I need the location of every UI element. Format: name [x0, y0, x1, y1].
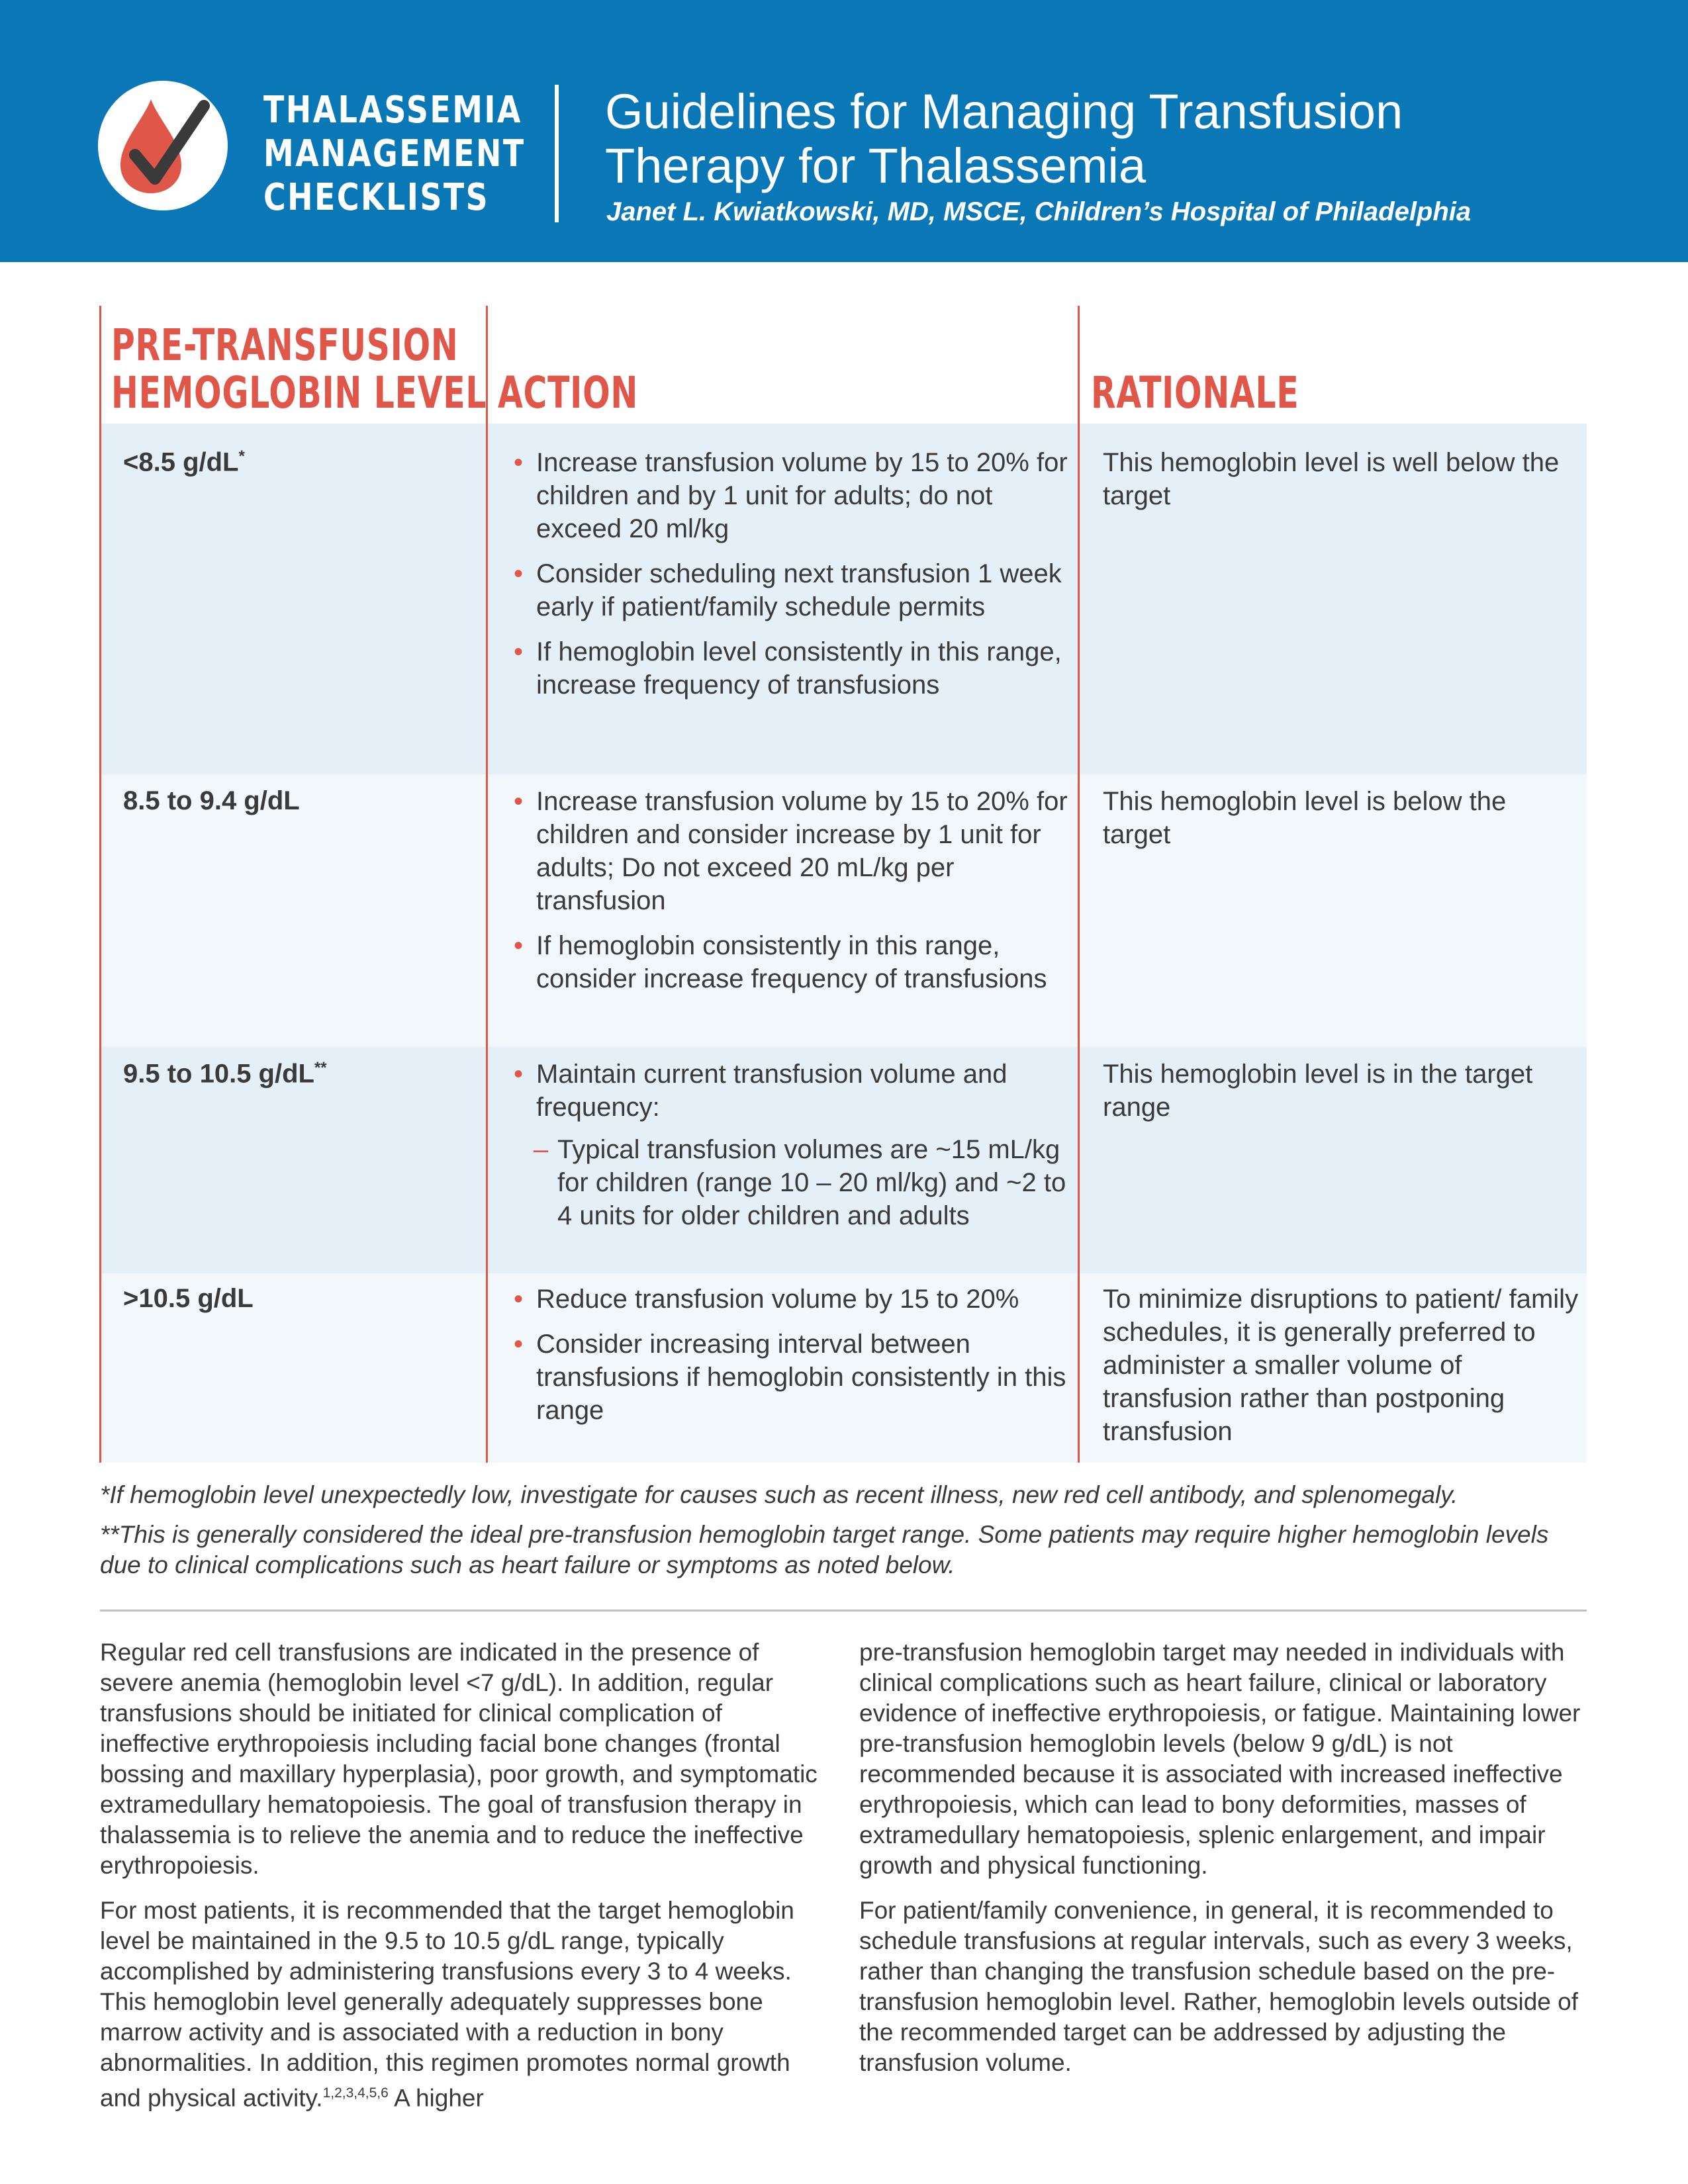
brand-line: THALASSEMIA	[263, 89, 522, 132]
title-line: Guidelines for Managing Transfusion	[605, 84, 1403, 139]
bullet-icon: •	[514, 1330, 524, 1359]
action-item	[510, 557, 1072, 623]
author-line: Janet L. Kwiatkowski, MD, MSCE, Children’s Hospital of Philadelphia	[606, 197, 1472, 226]
action-list	[510, 785, 1072, 1007]
header-divider	[555, 85, 559, 222]
sub-action-text: Typical transfusion volumes are ~15 mL/kg for children (range 10 – 20 ml/kg) and ~2 to 4 units for older children and adults	[557, 1135, 1066, 1230]
paragraph-text: A higher	[388, 2084, 484, 2112]
paragraph-text: For most patients, it is recommended that the target hemoglobin level be maintained in the 9.5 to 10.5 g/dL range, typically accomplished by administering transfusions every 3 to 4 weeks. This hemoglobin level generally adequately suppresses bone marrow activity and is associated with a reduction in bony abnormalities. In addition, this regimen promotes normal growth and physical activity.	[100, 1897, 794, 2112]
column-header-level	[111, 322, 487, 417]
hemoglobin-level	[123, 1284, 254, 1314]
action-text: Maintain current transfusion volume and frequency:	[536, 1060, 1008, 1122]
body-paragraph	[100, 1895, 828, 2113]
bullet-icon: •	[514, 448, 524, 477]
brand-line: MANAGEMENT	[263, 132, 526, 175]
bullet-icon: •	[514, 559, 524, 588]
hemoglobin-level	[123, 1059, 327, 1089]
action-text: Increase transfusion volume by 15 to 20% for children and consider increase by 1 unit for adults; Do not exceed 20 mL/kg per transfusion	[536, 787, 1068, 915]
body-column-left	[100, 1637, 828, 2128]
action-text: Consider increasing interval between transfusions if hemoglobin consistently in this range	[536, 1330, 1066, 1425]
column-header-action: ACTION	[498, 367, 638, 418]
footnote: *If hemoglobin level unexpectedly low, investigate for causes such as recent illness, new red cell antibody, and splenomegaly.	[100, 1481, 1458, 1508]
column-divider	[1078, 306, 1080, 1463]
brand-line: CHECKLISTS	[263, 176, 490, 219]
level-value: 9.5 to 10.5 g/dL	[123, 1059, 314, 1089]
action-item	[510, 785, 1072, 917]
rationale-text: This hemoglobin level is in the target range	[1103, 1060, 1533, 1122]
header-line: HEMOGLOBIN LEVEL	[111, 367, 487, 418]
action-item	[510, 1328, 1072, 1427]
page-title	[605, 85, 1403, 193]
brand-name	[263, 89, 526, 220]
level-value: 8.5 to 9.4 g/dL	[123, 786, 300, 815]
rationale-text: This hemoglobin level is below the target	[1103, 787, 1507, 849]
action-text: If hemoglobin consistently in this range, consider increase frequency of transfusions	[536, 931, 1047, 993]
logo	[98, 81, 228, 210]
footnote-marker: *	[238, 447, 245, 465]
action-item	[510, 1283, 1072, 1316]
bullet-icon: •	[514, 1060, 524, 1089]
action-text: Increase transfusion volume by 15 to 20% for children and by 1 unit for adults; do not exceed 20 ml/kg	[536, 448, 1068, 543]
reference-marker: 1,2,3,4,5,6	[322, 2085, 389, 2101]
bullet-icon: •	[514, 637, 524, 666]
footnote-marker: **	[314, 1059, 327, 1077]
sub-action-item	[510, 1133, 1072, 1232]
section-divider	[100, 1610, 1587, 1612]
rationale-text: To minimize disruptions to patient/ family schedules, it is generally preferred to administer a smaller volume of transfusion rather than postponing transfusion	[1103, 1285, 1579, 1446]
bullet-icon: •	[514, 931, 524, 960]
header-line: PRE-TRANSFUSION	[111, 320, 459, 371]
action-text: Reduce transfusion volume by 15 to 20%	[536, 1285, 1019, 1314]
hemoglobin-level	[123, 447, 245, 477]
title-line: Therapy for Thalassemia	[605, 138, 1147, 193]
bullet-icon: •	[514, 1285, 524, 1314]
column-divider	[486, 306, 488, 1463]
action-list	[510, 1058, 1072, 1244]
action-item	[510, 1058, 1072, 1124]
footnote: **This is generally considered the ideal pre-transfusion hemoglobin target range. Some patients may require higher hemoglobin levels due to clinical complications such as heart failure or symptoms as noted below.	[100, 1521, 1549, 1578]
hemoglobin-level	[123, 786, 300, 816]
action-item	[510, 929, 1072, 995]
blood-drop-checkmark-icon	[98, 81, 228, 210]
column-header-rationale: RATIONALE	[1091, 367, 1299, 418]
body-column-right	[859, 1637, 1587, 2093]
action-text: If hemoglobin level consistently in this range, increase frequency of transfusions	[536, 637, 1062, 700]
body-paragraph: Regular red cell transfusions are indicated in the presence of severe anemia (hemoglobin level <7 g/dL). In addition, regular transfusions should be initiated for clinical complication of ineffective erythropoiesis including facial bone changes (frontal bossing and maxillary hyperplasia), poor growth, and symptomatic extramedullary hematopoiesis. The goal of transfusion therapy in thalassemia is to relieve the anemia and to reduce the ineffective erythropoiesis.	[100, 1639, 818, 1879]
action-item	[510, 446, 1072, 545]
dash-icon: –	[534, 1135, 549, 1164]
body-paragraph: For patient/family convenience, in general, it is recommended to schedule transfusions at regular intervals, such as every 3 weeks, rather than changing the transfusion schedule based on the pre-transfusion hemoglobin level. Rather, hemoglobin levels outside of the recommended target can be addressed by adjusting the transfusion volume.	[859, 1897, 1578, 2076]
column-divider	[99, 306, 101, 1463]
header-band	[0, 0, 1688, 262]
action-item	[510, 635, 1072, 702]
body-paragraph: pre-transfusion hemoglobin target may needed in individuals with clinical complications such as heart failure, clinical or laboratory evidence of ineffective erythropoiesis, or fatigue. Maintaining lower pre-transfusion hemoglobin levels (below 9 g/dL) is not recommended because it is associated with increased ineffective erythropoiesis, which can lead to bony deformities, masses of extramedullary hematopoiesis, splenic enlargement, and impair growth and physical functioning.	[859, 1639, 1581, 1879]
bullet-icon: •	[514, 787, 524, 816]
action-list	[510, 1283, 1072, 1439]
level-value: >10.5 g/dL	[123, 1284, 254, 1313]
action-text: Consider scheduling next transfusion 1 week early if patient/family schedule permits	[536, 559, 1062, 621]
rationale-text: This hemoglobin level is well below the target	[1103, 448, 1560, 510]
level-value: <8.5 g/dL	[123, 447, 239, 477]
action-list	[510, 446, 1072, 713]
